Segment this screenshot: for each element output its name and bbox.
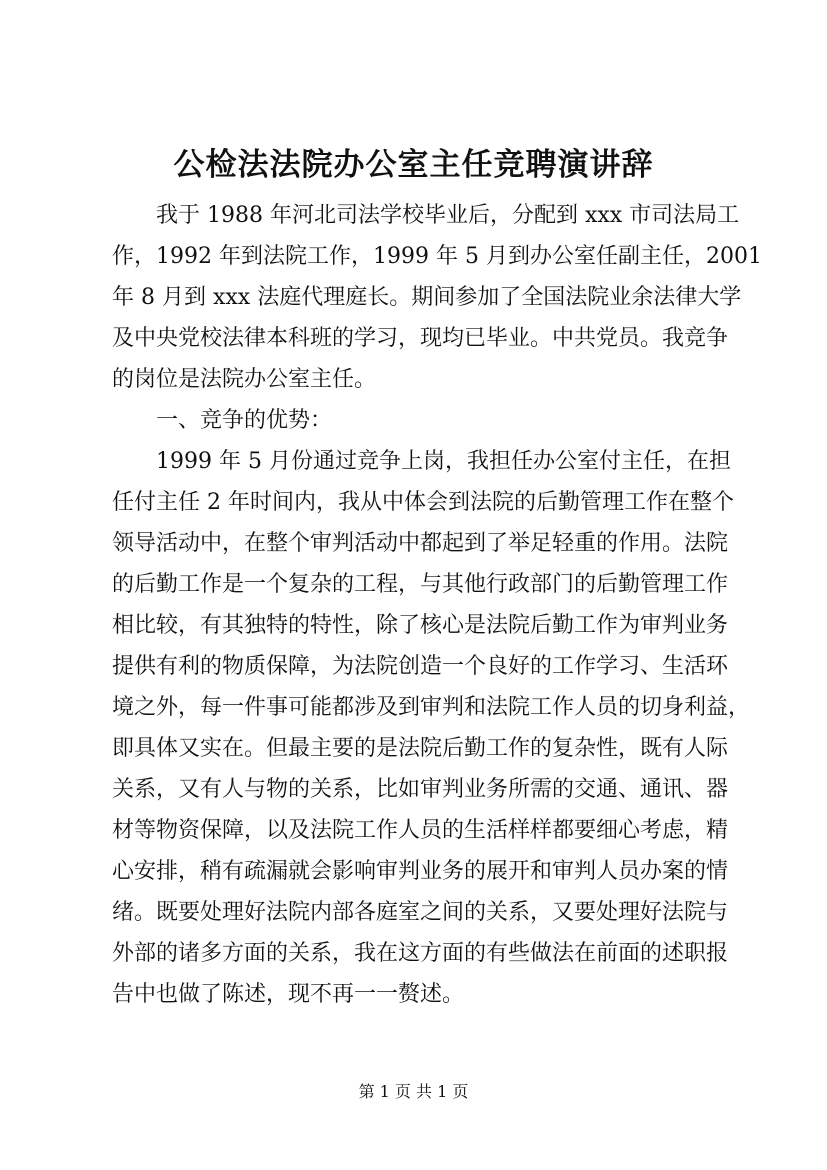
paragraph-line: 相比较，有其独特的特性，除了核心是法院后勤工作为审判业务 [112, 613, 729, 638]
section-heading: 一、竞争的优势： [156, 408, 333, 433]
paragraph-line: 领导活动中，在整个审判活动中都起到了举足轻重的作用。法院 [112, 531, 729, 556]
paragraph-line: 心安排，稍有疏漏就会影响审判业务的展开和审判人员办案的情 [112, 859, 729, 884]
paragraph-line: 绪。既要处理好法院内部各庭室之间的关系，又要处理好法院与 [112, 900, 729, 925]
paragraph-line: 提供有利的物质保障，为法院创造一个良好的工作学习、生活环 [112, 654, 729, 679]
paragraph-line: 年 8 月到 xxx 法庭代理庭长。期间参加了全国法院业余法律大学 [112, 285, 742, 310]
paragraph-line: 关系，又有人与物的关系，比如审判业务所需的交通、通讯、器 [112, 777, 729, 802]
paragraph-line: 的岗位是法院办公室主任。 [112, 367, 377, 392]
paragraph-line: 即具体又实在。但最主要的是法院后勤工作的复杂性，既有人际 [112, 736, 729, 761]
paragraph-line: 任付主任 2 年时间内，我从中体会到法院的后勤管理工作在整个 [112, 490, 734, 515]
paragraph-line: 外部的诸多方面的关系，我在这方面的有些做法在前面的述职报 [112, 941, 729, 966]
paragraph-line: 境之外，每一件事可能都涉及到审判和法院工作人员的切身利益， [112, 695, 751, 720]
paragraph-line: 告中也做了陈述，现不再一一赘述。 [112, 982, 465, 1007]
document-body [112, 195, 762, 1015]
paragraph-line: 作，1992 年到法院工作，1999 年 5 月到办公室任副主任，2001 [112, 244, 762, 269]
paragraph-line: 1999 年 5 月份通过竞争上岗，我担任办公室付主任，在担 [156, 449, 731, 474]
paragraph-line: 我于 1988 年河北司法学校毕业后，分配到 xxx 市司法局工 [156, 203, 740, 228]
document-title: 公检法法院办公室主任竞聘演讲辞 [173, 147, 654, 183]
paragraph-line: 及中央党校法律本科班的学习，现均已毕业。中共党员。我竞争 [112, 326, 729, 351]
page-footer: 第 1 页 共 1 页 [358, 1082, 469, 1101]
paragraph-line: 材等物资保障，以及法院工作人员的生活样样都要细心考虑，精 [112, 818, 729, 843]
paragraph-line: 的后勤工作是一个复杂的工程，与其他行政部门的后勤管理工作 [112, 572, 729, 597]
